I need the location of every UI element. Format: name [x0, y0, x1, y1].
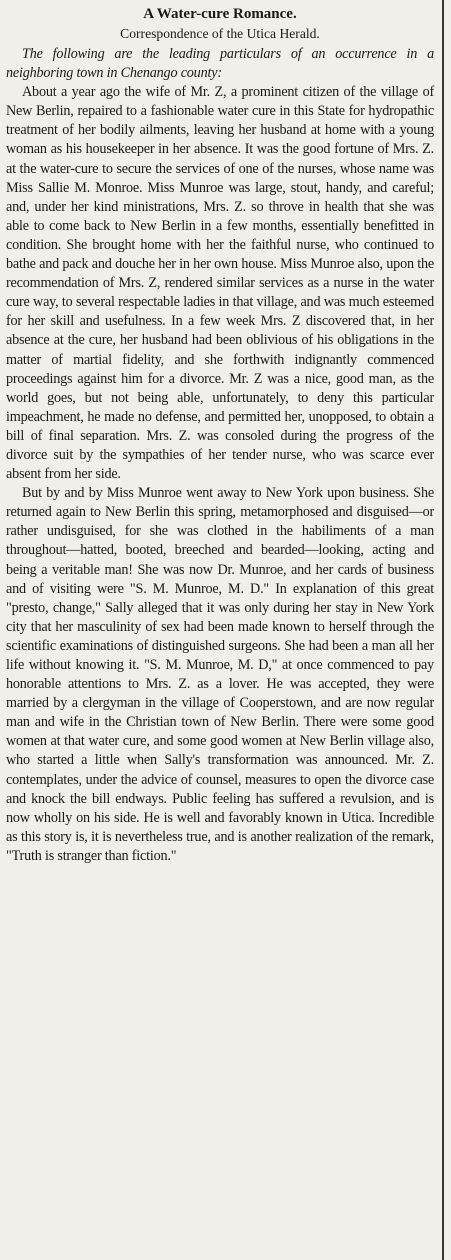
column-rule	[442, 0, 444, 1260]
article-body	[6, 45, 434, 866]
article-title: A Water-cure Romance.	[143, 6, 297, 22]
intro-paragraph: The following are the leading particulars of an occurrence in a neighboring town in Chenango county:	[6, 46, 434, 82]
body-paragraph-2: But by and by Miss Munroe went away to New York upon business. She returned again to New Berlin this spring, metamorphosed and disguised—or rather undisguised, for she was clothed in the habiliments of a man throughout—hatted, booted, breeched and bearded—looking, acting and being a veritable man! She was now Dr. Munroe, and her cards of business and of visiting were "S. M. Munroe, M. D." In explanation of this great "presto, change," Sally alleged that it was only during her stay in New York city that her masculinity of sex had been made known to herself through the scientific examinations of distinguished surgeons. She had been a man all her life without knowing it. "S. M. Munroe, M. D," at once commenced to pay honorable attentions to Mrs. Z. as a lover. He was accepted, they were married by a clergyman in the village of Cooperstown, and are now regular man and wife in the Christian town of New Berlin. There were some good women at that water cure, and some good women at New Berlin village also, who started a little when Sally's transformation was announced. Mr. Z. contemplates, under the advice of counsel, measures to open the divorce case and knock the bill endways. Public feeling has suffered a revulsion, and is now wholly on his side. He is well and favorably known in Utica. Incredible as this story is, it is nevertheless true, and is another realization of the remark, "Truth is stranger than fiction."	[6, 485, 434, 864]
article	[6, 6, 434, 866]
body-paragraph-1: About a year ago the wife of Mr. Z, a prominent citizen of the village of New Berlin, repaired to a fashionable water cure in this State for hydropathic treatment of her bodily ailments, leaving her husband at home with a young woman as his housekeeper in her absence. It was the good fortune of Mrs. Z. at the water-cure to secure the services of one of the nurses, whose name was Miss Sallie M. Monroe. Miss Munroe was large, stout, handy, and careful; and, under her kind ministrations, Mrs. Z. so throve in health that she was able to come back to New Berlin in a few months, essentially benefitted in condition. She brought home with her the faithful nurse, who continued to bathe and pack and douche her in her own house. Miss Munroe also, upon the recommendation of Mrs. Z, rendered similar services as a nurse in the water cure way, to several respectable ladies in that village, and was much esteemed for her skill and usefulness. In a few week Mrs. Z discovered that, in her absence at the cure, her husband had been oblivious of his obligations in the matter of martial fidelity, and she forthwith indignantly commenced proceedings against him for a divorce. Mr. Z was a nice, good man, as the world goes, but not being able, unfortunately, to deny this particular impeachment, he made no defense, and permitted her, unopposed, to obtain a bill of final separation. Mrs. Z. was consoled during the progress of the divorce suit by the sympathies of her tender nurse, who was scarce ever absent from her side.	[6, 84, 434, 483]
article-subtitle: Correspondence of the Utica Herald.	[120, 26, 320, 41]
